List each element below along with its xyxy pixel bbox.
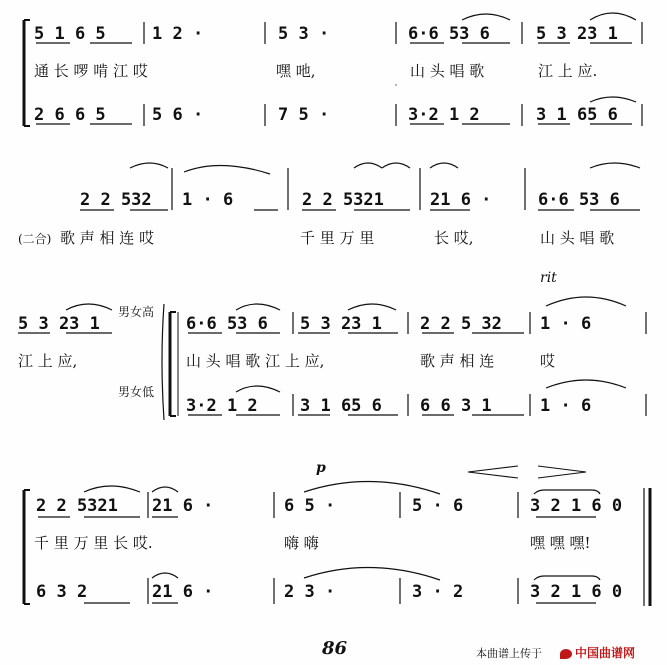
upload-note: 本曲谱上传于 bbox=[476, 647, 542, 660]
s4-lyric-1: 千 里 万 里 长 哎. bbox=[34, 534, 153, 552]
s2-cue: (二合) bbox=[18, 232, 52, 246]
s1-lower-m2: 5 6 · bbox=[152, 105, 204, 125]
s2-notes-m2: 1 · 6 bbox=[182, 190, 234, 210]
site-logo-text: 中国曲谱网 bbox=[575, 646, 636, 660]
s1-upper-m5: 5 3 23 1 bbox=[536, 24, 618, 44]
s3-lower-m1: 3·2 1 2 bbox=[186, 396, 258, 416]
s1-lyric-2: 嘿 吔, bbox=[276, 62, 316, 80]
voice-label-high: 男女高 bbox=[118, 305, 155, 319]
s4-lower-m4: 3 · 2 bbox=[412, 582, 464, 602]
s3-upper-m1: 6·6 53 6 bbox=[186, 314, 268, 334]
s3-lyric-1: 山 头 唱 歌 江 上 应, bbox=[186, 352, 325, 370]
s3-pre-notes: 5 3 23 1 bbox=[18, 314, 100, 334]
s2-notes-m3: 2 2 5321 bbox=[302, 190, 384, 210]
s4-lyric-3: 嘿 嘿 嘿! bbox=[530, 534, 591, 552]
s3-upper-m4: 1 · 6 bbox=[540, 314, 592, 334]
s3-lyric-2: 歌 声 相 连 bbox=[420, 352, 495, 370]
voice-label-low: 男女低 bbox=[118, 385, 155, 399]
s4-lower-m3: 2 3 · bbox=[284, 582, 336, 602]
s4-upper-m5: 3 2 1 6 0 bbox=[530, 496, 623, 516]
s4-lower-m1: 6 3 2 bbox=[36, 582, 88, 602]
logo-icon bbox=[560, 649, 572, 659]
s3-upper-m3: 2 2 5 32 bbox=[420, 314, 502, 334]
s1-lyric-1: 通 长 啰 啃 江 哎 bbox=[34, 62, 148, 80]
s1-lyric-3: 山 头 唱 歌 bbox=[410, 62, 485, 80]
s3-lyric-3: 哎 bbox=[540, 352, 556, 370]
s2-notes-m1: 2 2 532 bbox=[80, 190, 152, 210]
s1-upper-m4: 6·6 53 6 bbox=[408, 24, 490, 44]
s3-lower-m4: 1 · 6 bbox=[540, 396, 592, 416]
s1-upper-m1: 5 1 6 5 bbox=[34, 24, 106, 44]
s4-lower-m2: 21 6 · bbox=[152, 582, 214, 602]
s1-lower-m4: 3·2 1 2 bbox=[408, 105, 480, 125]
tempo-mark-rit: rit bbox=[540, 270, 557, 286]
s1-upper-m3: 5 3 · bbox=[278, 24, 330, 44]
dynamic-piano: p bbox=[316, 460, 326, 476]
s2-notes-m5: 6·6 53 6 bbox=[538, 190, 620, 210]
s4-lower-m5: 3 2 1 6 0 bbox=[530, 582, 623, 602]
s4-upper-m4: 5 · 6 bbox=[412, 496, 464, 516]
s4-upper-m2: 21 6 · bbox=[152, 496, 214, 516]
s1-upper-m2: 1 2 · bbox=[152, 24, 204, 44]
s2-lyric-2: 千 里 万 里 bbox=[300, 229, 375, 247]
s2-lyric-3: 长 哎, bbox=[434, 229, 474, 247]
s1-lower-m1: 2 6 6 5 bbox=[34, 105, 106, 125]
s3-upper-m2: 5 3 23 1 bbox=[300, 314, 382, 334]
s2-lyric-1: 歌 声 相 连 哎 bbox=[60, 229, 155, 247]
s3-pre-lyric: 江 上 应, bbox=[18, 352, 78, 370]
s4-lyric-2: 嗨 嗨 bbox=[284, 534, 319, 552]
s2-notes-m4: 21 6 · bbox=[430, 190, 492, 210]
s3-lower-m3: 6 6 3 1 bbox=[420, 396, 492, 416]
s4-upper-m3: 6 5 · bbox=[284, 496, 336, 516]
s3-lower-m2: 3 1 65 6 bbox=[300, 396, 382, 416]
page-number: 86 bbox=[322, 638, 348, 659]
s1-lower-m3: 7 5 · bbox=[278, 105, 330, 125]
s1-lyric-4: 江 上 应. bbox=[538, 62, 598, 80]
s2-lyric-4: 山 头 唱 歌 bbox=[540, 229, 615, 247]
s4-upper-m1: 2 2 5321 bbox=[36, 496, 118, 516]
site-logo bbox=[560, 644, 635, 661]
s1-lower-m5: 3 1 65 6 bbox=[536, 105, 618, 125]
